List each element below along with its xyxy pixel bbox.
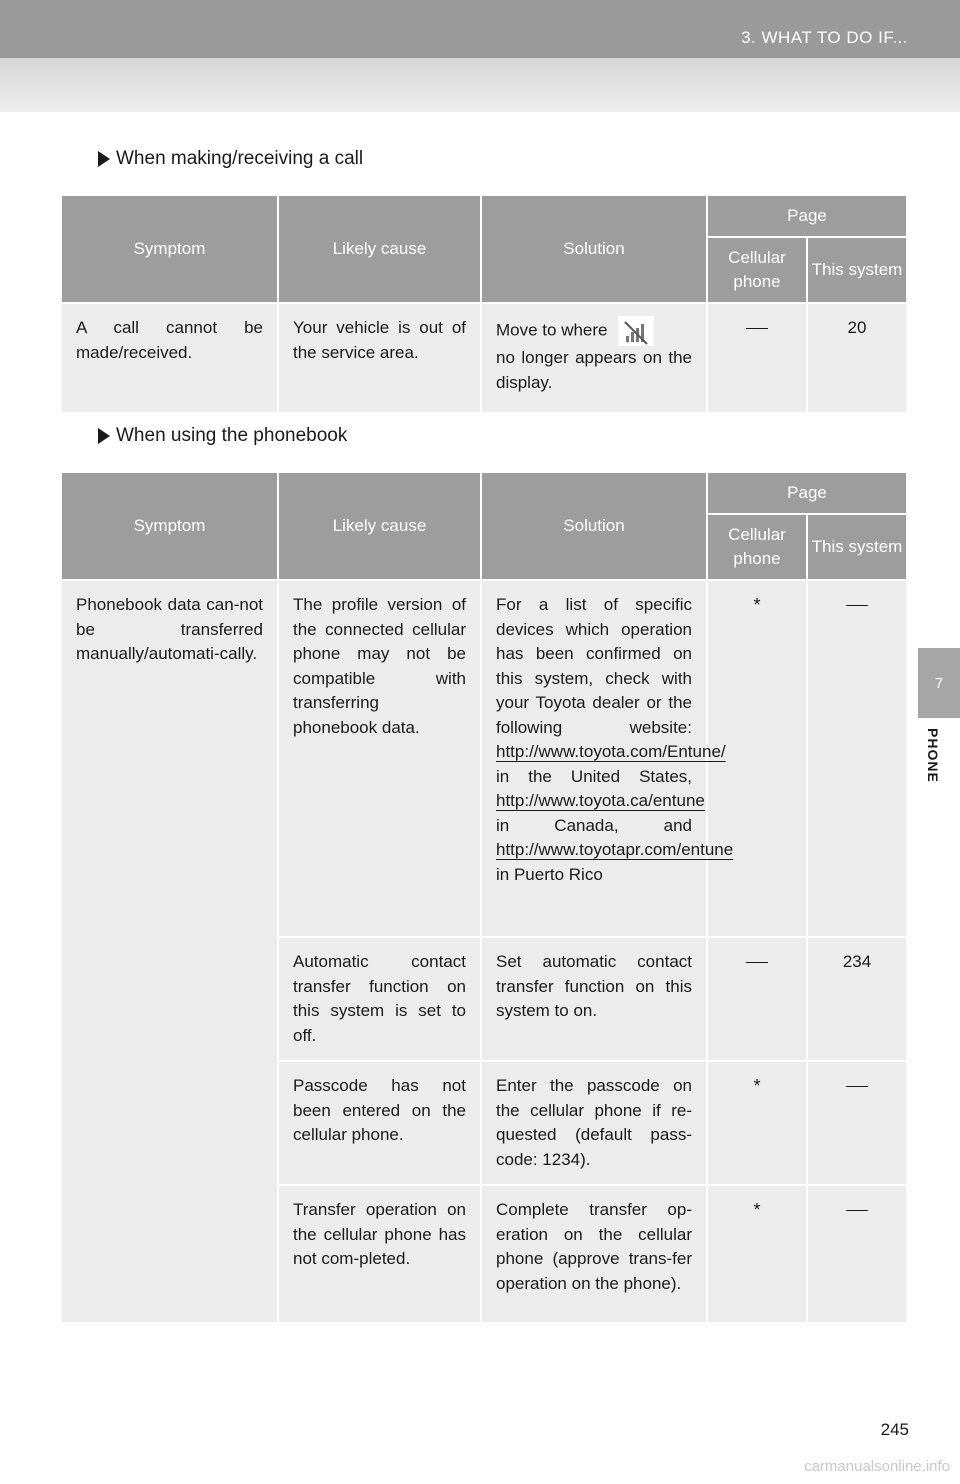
chapter-label: PHONE bbox=[925, 728, 941, 783]
header-band bbox=[0, 0, 960, 112]
header-this-system: This system bbox=[807, 514, 907, 580]
cellular-page-cell bbox=[707, 303, 807, 413]
table-row bbox=[61, 303, 907, 413]
system-page-cell bbox=[807, 580, 907, 937]
triangle-bullet-icon bbox=[98, 428, 110, 444]
header-solution: Solution bbox=[481, 195, 707, 303]
cause-cell: Transfer operation on the cellular phone has not com-pleted. bbox=[278, 1185, 481, 1323]
header-page: Page bbox=[707, 472, 907, 514]
no-signal-icon bbox=[618, 316, 654, 346]
header-solution: Solution bbox=[481, 472, 707, 580]
section-heading-text: When using the phonebook bbox=[116, 425, 348, 446]
system-page-cell: 234 bbox=[807, 937, 907, 1061]
header-likely-cause: Likely cause bbox=[278, 195, 481, 303]
header-likely-cause: Likely cause bbox=[278, 472, 481, 580]
watermark: carmanualsonline.info bbox=[804, 1458, 950, 1475]
system-page-cell bbox=[807, 1185, 907, 1323]
solution-cell: For a list of specific devices which operation has been confirmed on this system, check with your Toyota dealer or the following website: http://www.toyota.com/Entune/ in the United States, http://www.toyota.ca/entune in Canada, and http://www.toyotapr.com/entune in Puerto Rico bbox=[481, 580, 707, 937]
cause-cell: Automatic contact transfer function on this system is set to off. bbox=[278, 937, 481, 1061]
system-page-cell: 20 bbox=[807, 303, 907, 413]
cellular-page-cell bbox=[707, 1185, 807, 1323]
asterisk-mark: * bbox=[753, 595, 761, 615]
section-heading-text: When making/receiving a call bbox=[116, 148, 364, 169]
header-cellular-phone: Cellular phone bbox=[707, 237, 807, 303]
toyota-pr-link[interactable]: http://www.toyotapr.com/entune bbox=[496, 840, 734, 859]
asterisk-mark: * bbox=[753, 1200, 761, 1220]
cause-cell: Your vehicle is out of the service area. bbox=[278, 303, 481, 413]
dash-mark bbox=[746, 328, 768, 329]
dash-mark bbox=[846, 1086, 868, 1087]
toyota-ca-link[interactable]: http://www.toyota.ca/entune bbox=[496, 791, 705, 810]
symptom-cell: A call cannot be made/received. bbox=[61, 303, 278, 413]
header-cellular-phone: Cellular phone bbox=[707, 514, 807, 580]
cause-cell: The profile version of the connected cellular phone may not be compatible with transferring phonebook data. bbox=[278, 580, 481, 937]
section-heading-phonebook bbox=[98, 425, 347, 447]
cause-cell: Passcode has not been entered on the cellular phone. bbox=[278, 1061, 481, 1185]
dash-mark bbox=[846, 1210, 868, 1211]
chapter-number-tab: 7 bbox=[918, 648, 960, 718]
header-symptom: Symptom bbox=[61, 472, 278, 580]
solution-cell: Complete transfer op-eration on the cellular phone (approve trans-fer operation on the phone). bbox=[481, 1185, 707, 1323]
cellular-page-cell bbox=[707, 937, 807, 1061]
solution-cell: Enter the passcode on the cellular phone if re-quested (default pass-code: 1234). bbox=[481, 1061, 707, 1185]
symptom-cell: Phonebook data can-not be transferred manually/automati-cally. bbox=[61, 580, 278, 1323]
dash-mark bbox=[846, 605, 868, 606]
chapter-title: 3. WHAT TO DO IF... bbox=[741, 28, 908, 47]
toyota-us-link[interactable]: http://www.toyota.com/Entune/ bbox=[496, 742, 726, 761]
page-number: 245 bbox=[880, 1420, 909, 1439]
cellular-page-cell bbox=[707, 1061, 807, 1185]
dash-mark bbox=[746, 962, 768, 963]
system-page-cell bbox=[807, 1061, 907, 1185]
header-page: Page bbox=[707, 195, 907, 237]
triangle-bullet-icon bbox=[98, 151, 110, 167]
solution-cell: Set automatic contact transfer function on this system to on. bbox=[481, 937, 707, 1061]
asterisk-mark: * bbox=[753, 1076, 761, 1096]
table-row bbox=[61, 580, 907, 937]
section-heading-call bbox=[98, 148, 363, 170]
header-this-system: This system bbox=[807, 237, 907, 303]
solution-cell: Move to where no longer appears on the display. bbox=[481, 303, 707, 413]
phonebook-troubleshooting-table bbox=[60, 471, 908, 1324]
header-symptom: Symptom bbox=[61, 195, 278, 303]
call-troubleshooting-table bbox=[60, 194, 908, 414]
